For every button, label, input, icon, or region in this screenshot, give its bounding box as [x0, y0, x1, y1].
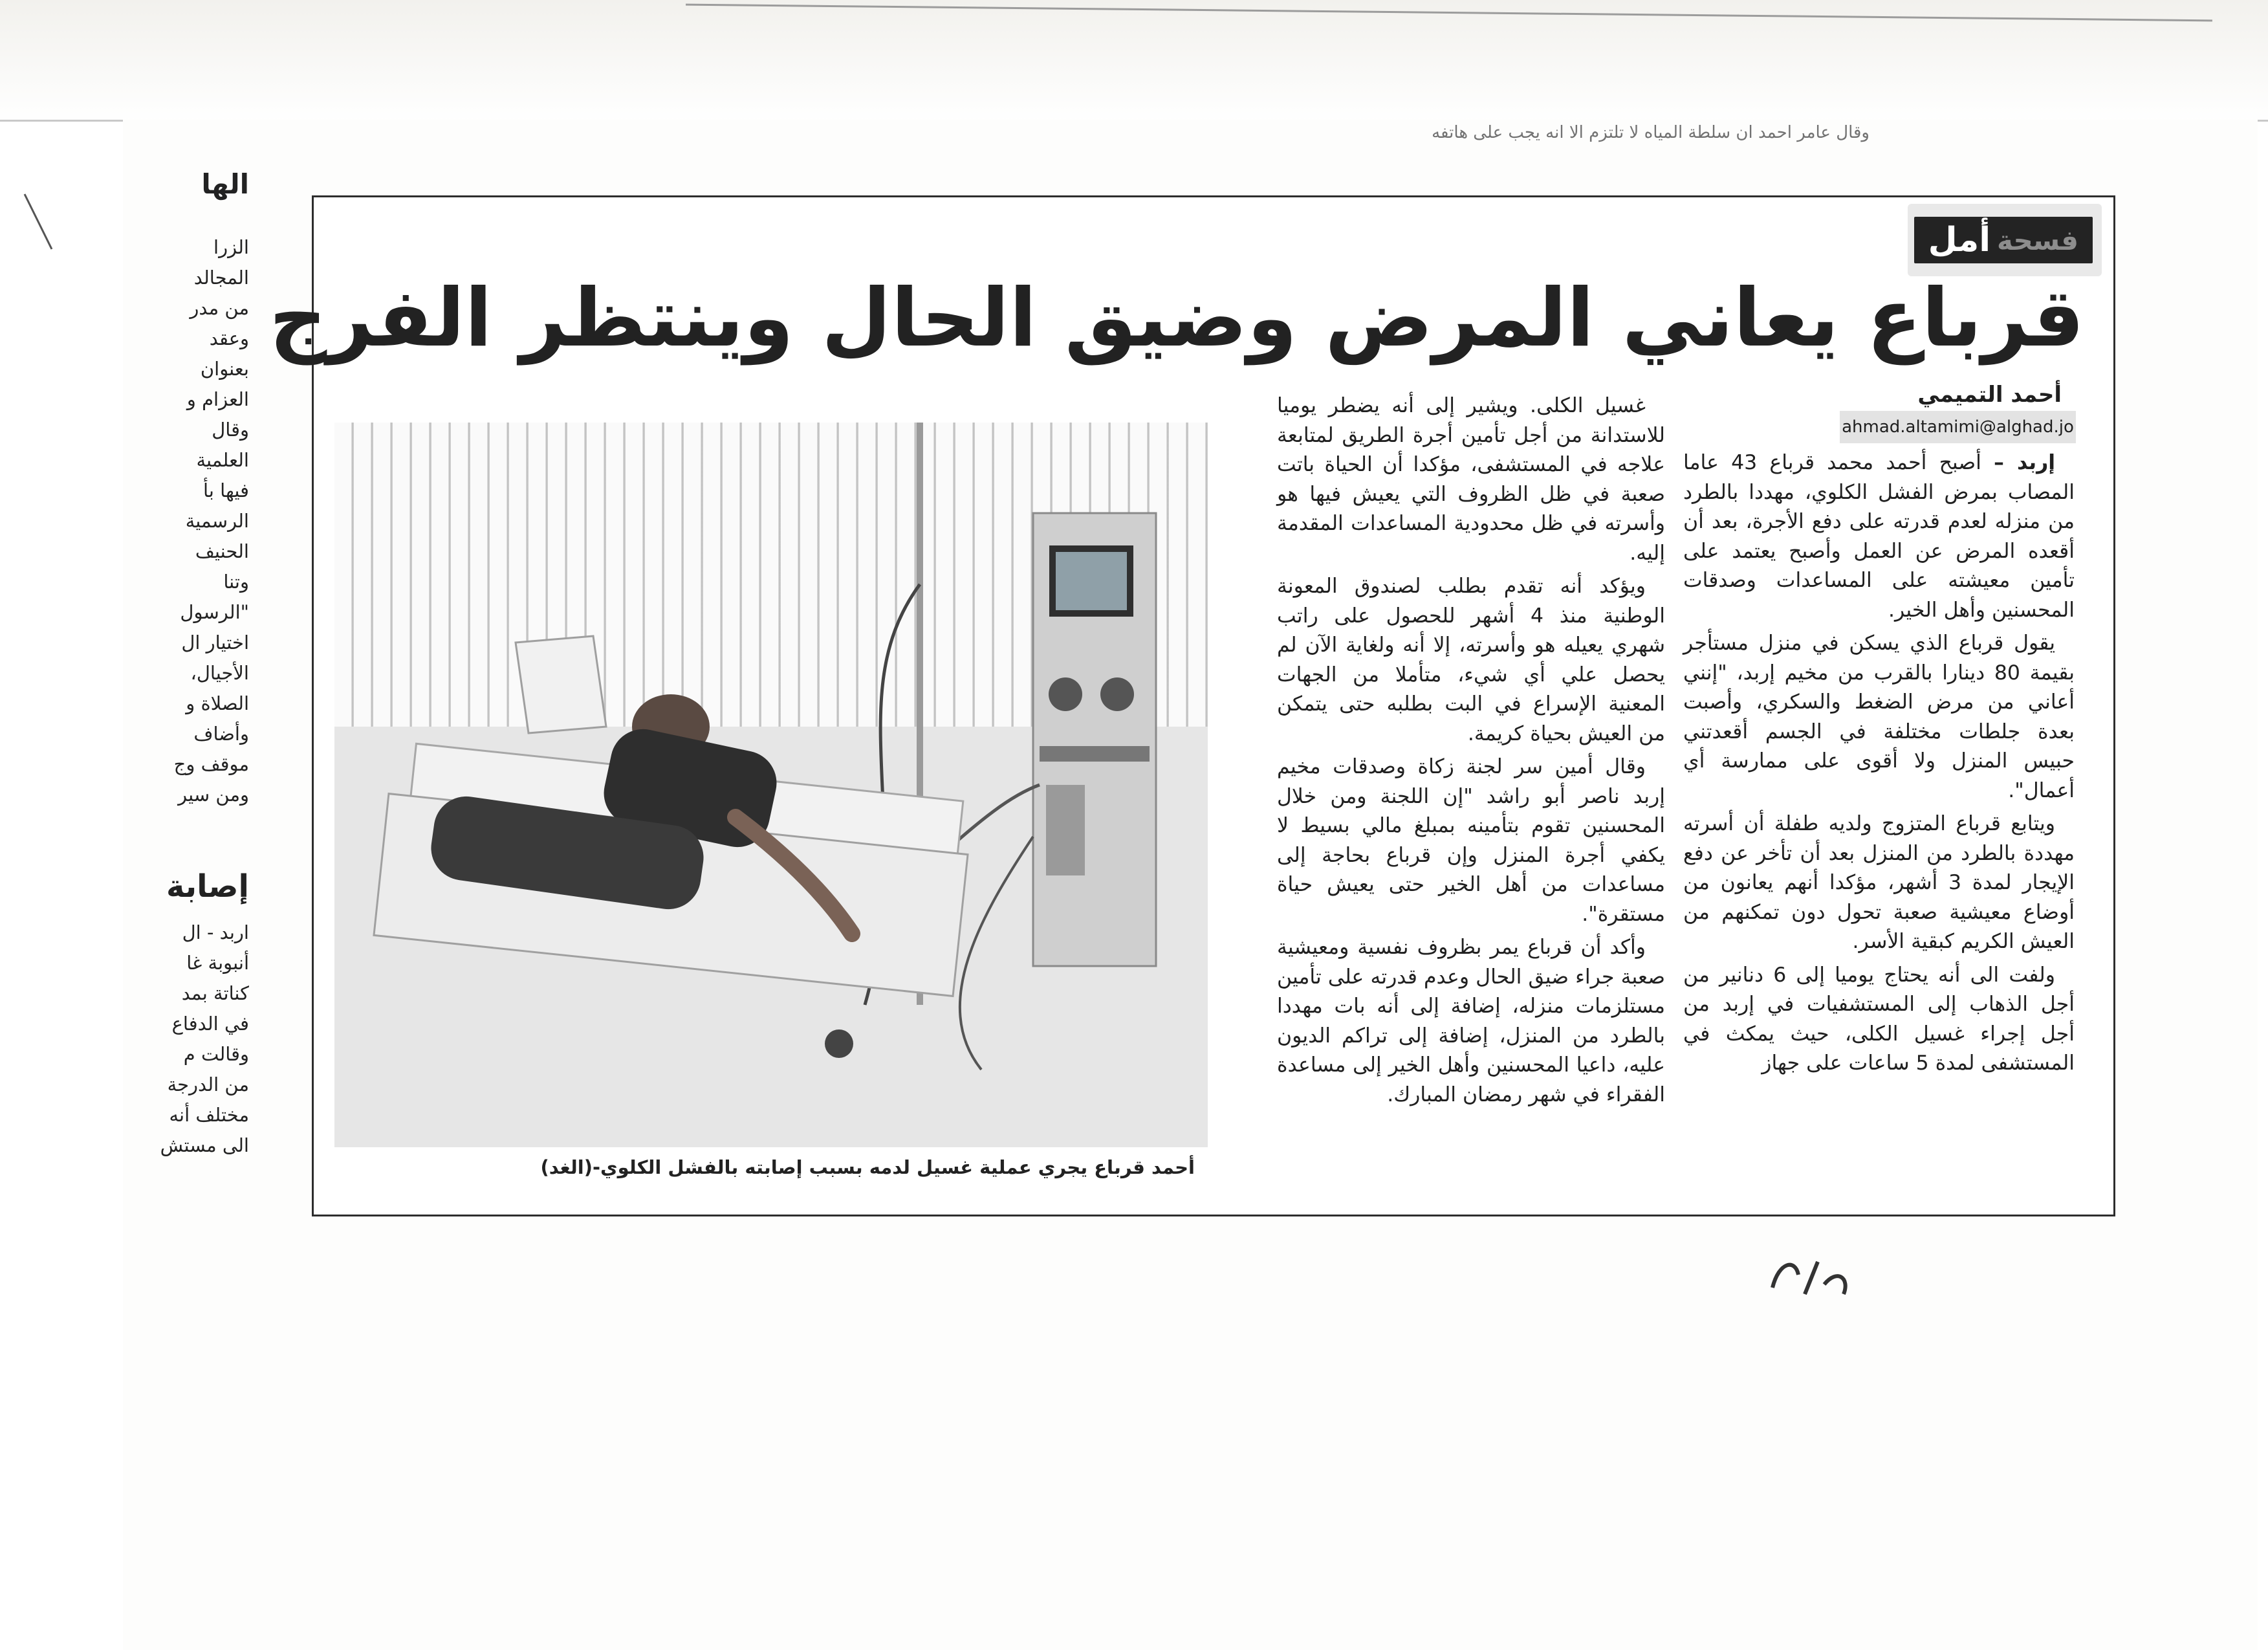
- adjacent-line: وقالت م: [183, 1043, 249, 1065]
- section-badge-label: [1914, 217, 2093, 263]
- adjacent-line: موقف وج: [173, 753, 249, 775]
- dateline: إربد –: [1994, 451, 2055, 474]
- paragraph: [1683, 448, 2075, 625]
- adjacent-lines-2: [133, 918, 249, 1161]
- adjacent-line: بعنوان: [200, 358, 249, 380]
- adjacent-line: وأضاف: [193, 723, 249, 745]
- paragraph: ولفت الى أنه يحتاج يوميا إلى 6 دنانير من أجل الذهاب إلى المستشفيات في إربد من أجل إجراء غسيل الكلى، حيث يمكث في المستشفى لمدة 5 ساعات على جهاز: [1683, 963, 2075, 1075]
- author-email: ahmad.altamimi@alghad.jo: [1840, 411, 2076, 443]
- photo-scene: [334, 423, 1208, 1147]
- adjacent-line: المجالد: [193, 267, 249, 289]
- paragraph: ويتابع قرباع المتزوج ولديه طفلة أن أسرته مهددة بالطرد من المنزل بعد أن تأخر عن دفع الإيجار لمدة 3 أشهر، مؤكدا أنهم يعانون من أوضاع معيشية صعبة تحول دون تمكنهم من العيش الكريم كبقية الأسر.: [1683, 812, 2075, 953]
- adjacent-line: الزرا: [213, 236, 249, 258]
- paragraph: وأكد أن قرباع يمر بظروف نفسية ومعيشية صعبة جراء ضيق الحال وعدم قدرته على تأمين مستلزمات منزله، إضافة إلى أنه بات مهددا بالطرد من المنزل، إضافة إلى تراكم الديون عليه، داعيا المحسنين وأهل الخير إلى مساعدة الفقراء في شهر رمضان المبارك.: [1277, 936, 1665, 1106]
- adjacent-line: في الدفاع: [171, 1013, 249, 1035]
- article-frame: [269, 195, 2115, 1216]
- article-byline: أحمد التميمي: [1917, 382, 2062, 408]
- photo-caption: أحمد قرباع يجري عملية غسيل لدمه بسبب إصابته بالفشل الكلوي-(الغد): [540, 1156, 1195, 1178]
- dialysis-photo: [334, 423, 1208, 1147]
- paragraph: يقول قرباع الذي يسكن في منزل مستأجر بقيمة 80 دينارا بالقرب من مخيم إربد، "إنني أعاني من مرض الضغط والسكري، وأصبت بعدة جلطات مختلفة في الجسم أقعدتني حبيس المنزل ولا أقوى على ممارسة أي أعمال".: [1683, 632, 2075, 802]
- section-badge-bold: أمل: [1928, 221, 1991, 259]
- handwritten-mark: [1760, 1249, 1863, 1307]
- adjacent-line: مختلف أنه: [169, 1104, 249, 1126]
- adjacent-column: [133, 168, 249, 1229]
- adjacent-line: وعقد: [209, 327, 249, 349]
- adjacent-line: وتنا: [223, 571, 249, 593]
- adjacent-line: ومن سير: [178, 784, 249, 806]
- adjacent-line: العلمية: [196, 449, 249, 471]
- paragraph: وقال أمين سر لجنة زكاة وصدقات مخيم إربد ناصر أبو راشد "إن اللجنة ومن خلال المحسنين تقوم بتأمينه بمبلغ مالي بسيط لا يكفي أجرة المنزل وإن قرباع بحاجة إلى مساعدات من أهل الخير حتى يعيش حياة مستقرة".: [1277, 755, 1665, 926]
- adjacent-line: الحنيف: [195, 540, 249, 562]
- paragraph: غسيل الكلى. ويشير إلى أنه يضطر يوميا للاستدانة من أجل تأمين أجرة الطريق لمتابعة علاجه في المستشفى، مؤكدا أن الحياة باتت صعبة في ظل الظروف التي يعيش فيها هو وأسرته في ظل محدودية المساعدات المقدمة إليه.: [1277, 394, 1665, 565]
- adjacent-heading: الها: [201, 168, 249, 200]
- adjacent-line: الصلاة و: [186, 692, 249, 714]
- article-column-1: [1683, 448, 2075, 1083]
- adjacent-line: الرسمية: [185, 510, 249, 532]
- article-column-2: [1277, 391, 1665, 1114]
- adjacent-headline: إصابة: [166, 868, 249, 905]
- adjacent-line: فيها بأ: [203, 479, 249, 501]
- adjacent-line: الأجيال،: [190, 662, 249, 684]
- adjacent-line: اربد - ال: [182, 921, 249, 943]
- adjacent-line: العزام و: [186, 388, 249, 410]
- paragraph: ويؤكد أنه تقدم بطلب لصندوق المعونة الوطنية منذ 4 أشهر للحصول على راتب شهري يعيله هو وأسرته، إلا أنه ولغاية الآن لم يحصل علي أي شيء، متأملا من الجهات المعنية الإسراع في البت بطلبه حتى يتمكن من العيش بحياة كريمة.: [1277, 575, 1665, 745]
- adjacent-lines: [133, 232, 249, 810]
- scan-corner-mark: [19, 191, 58, 256]
- paragraph-text: أصبح أحمد محمد قرباع 43 عاما المصاب بمرض الفشل الكلوي، مهددا بالطرد من منزله لعدم قدرته على دفع الأجرة، بعد أن أقعده المرض عن العمل وأصبح يعتمد على تأمين معيشته على المساعدات وصدقات المحسنين وأهل الخير.: [1683, 451, 2075, 622]
- adjacent-line: "الرسول: [180, 601, 249, 623]
- adjacent-line: أنبوبة غا: [186, 952, 249, 974]
- adjacent-line: اختيار ال: [181, 632, 249, 654]
- section-badge: [1908, 204, 2102, 276]
- adjacent-line: كناتة بمد: [181, 982, 249, 1004]
- adjacent-line: الى مستش: [160, 1134, 249, 1156]
- adjacent-line: من الدرجة: [167, 1073, 249, 1095]
- adjacent-line: من مدر: [190, 297, 249, 319]
- article-headline: قرباع يعاني المرض وضيق الحال وينتظر الفرج: [269, 272, 2084, 365]
- section-badge-light: فسحة: [1997, 224, 2078, 256]
- adjacent-line: وقال: [212, 419, 249, 441]
- top-strip-text: وقال عامر احمد ان سلطة المياه لا تلتزم الا انه يجب على هاتفه: [1432, 123, 1870, 142]
